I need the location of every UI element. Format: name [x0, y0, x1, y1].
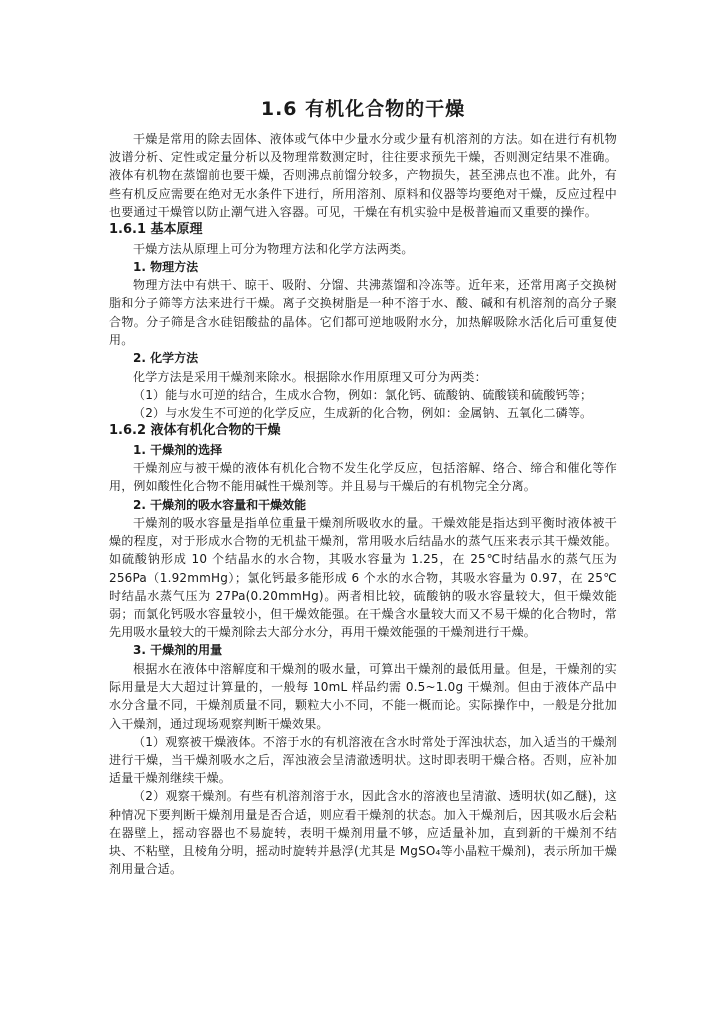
- capacity-efficiency-paragraph: 干燥剂的吸水容量是指单位重量干燥剂所吸收水的量。干燥效能是指达到平衡时液体被干燥的程度，对于形成水合物的无机盐干燥剂，常用吸水后结晶水的蒸气压来表示其干燥效能。如硫酸钠形成 10 个结晶水的水合物，其吸水容量为 1.25，在 25℃时结晶水的蒸气压为 256Pa（1.92mmHg）；氯化钙最多能形成 6 个水的水合物，其吸水容量为 0.97，在 25℃时结晶水蒸气压为 27Pa(0.20mmHg)。两者相比较，硫酸钠的吸水容量较大，但干燥效能弱；而氯化钙吸水容量较小，但干燥效能强。在干燥含水量较大而又不易干燥的化合物时，常先用吸水量较大的干燥剂除去大部分水分，再用干燥效能强的干燥剂进行干燥。: [109, 516, 617, 640]
- chemical-method-item-1: （1）能与水可逆的结合，生成水合物，例如：氯化钙、硫酸钠、硫酸镁和硫酸钙等；: [133, 387, 593, 402]
- chemical-method-item-2: （2）与水发生不可逆的化学反应，生成新的化合物，例如：金属钠、五氧化二磷等。: [133, 405, 593, 420]
- subheading-desiccant-choice: 1. 干燥剂的选择: [133, 442, 223, 457]
- desiccant-amount-paragraph: 根据水在液体中溶解度和干燥剂的吸水量，可算出干燥剂的最低用量。但是，干燥剂的实际用量是大大超过计算量的，一般每 10mL 样品约需 0.5~1.0g 干燥剂。但由于液体产品中水分含量不同，干燥剂质量不同，颗粒大小不同，不能一概而论。实际操作中，一般是分批加入干燥剂，通过现场观察判断干燥效果。: [109, 661, 617, 731]
- observation-liquid-paragraph: （1）观察被干燥液体。不溶于水的有机溶液在含水时常处于浑浊状态，加入适当的干燥剂进行干燥，当干燥剂吸水之后，浑浊液会呈清澈透明状。这时即表明干燥合格。否则，应补加适量干燥剂继续干燥。: [109, 734, 617, 786]
- subheading-capacity-efficiency: 2. 干燥剂的吸水容量和干燥效能: [133, 497, 307, 512]
- section-heading-basic-principles: 1.6.1 基本原理: [109, 222, 203, 238]
- document-page: [109, 96, 617, 878]
- chemical-method-paragraph: 化学方法是采用干燥剂来除水。根据除水作用原理又可分为两类：: [133, 369, 487, 384]
- physical-method-paragraph: 物理方法中有烘干、晾干、吸附、分馏、共沸蒸馏和冷冻等。近年来，还常用离子交换树脂和分子筛等方法来进行干燥。离子交换树脂是一种不溶于水、酸、碱和有机溶剂的高分子聚合物。分子筛是含水硅铝酸盐的晶体。它们都可逆地吸附水分，加热解吸除水活化后可重复使用。: [109, 278, 617, 347]
- subheading-physical-method: 1. 物理方法: [133, 259, 199, 274]
- principles-intro: 干燥方法从原理上可分为物理方法和化学方法两类。: [133, 241, 414, 256]
- subheading-chemical-method: 2. 化学方法: [133, 351, 199, 366]
- intro-paragraph: 干燥是常用的除去固体、液体或气体中少量水分或少量有机溶剂的方法。如在进行有机物波谱分析、定性或定量分析以及物理常数测定时，往往要求预先干燥，否则测定结果不准确。液体有机物在蒸馏前也要干燥，否则沸点前馏分较多，产物损失，甚至沸点也不准。此外，有些有机反应需要在绝对无水条件下进行，所用溶剂、原料和仪器等均要绝对干燥，反应过程中也要通过干燥管以防止潮气进入容器。可见，干燥在有机实验中是极普遍而又重要的操作。: [109, 132, 617, 219]
- page-title: 1.6 有机化合物的干燥: [260, 98, 466, 120]
- desiccant-choice-paragraph: 干燥剂应与被干燥的液体有机化合物不发生化学反应，包括溶解、络合、缔合和催化等作用，例如酸性化合物不能用碱性干燥剂等。并且易与干燥后的有机物完全分离。: [109, 461, 617, 494]
- section-heading-liquid-drying: 1.6.2 液体有机化合物的干燥: [109, 423, 281, 439]
- observation-desiccant-paragraph: （2）观察干燥剂。有些有机溶剂溶于水，因此含水的溶液也呈清澈、透明状(如乙醚)，这种情况下要判断干燥剂用量是否合适，则应看干燥剂的状态。加入干燥剂后，因其吸水后会粘在器壁上，摇动容器也不易旋转，表明干燥剂用量不够，应适量补加，直到新的干燥剂不结块、不粘壁，且棱角分明，摇动时旋转并悬浮(尤其是 MgSO₄等小晶粒干燥剂)，表示所加干燥剂用量合适。: [109, 789, 617, 877]
- subheading-desiccant-amount: 3. 干燥剂的用量: [133, 643, 223, 658]
